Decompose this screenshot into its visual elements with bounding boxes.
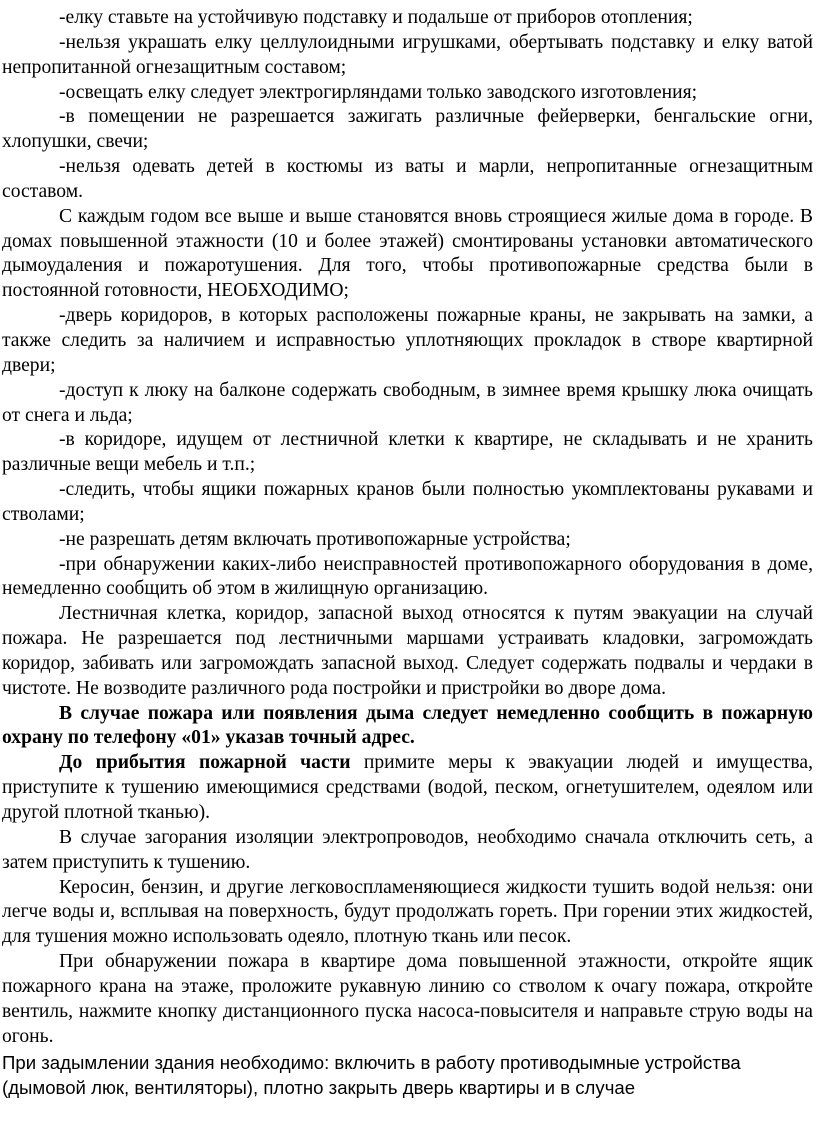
paragraph-wiring-fire: В случае загорания изоляции электропроводов, необходимо сначала отключить сеть, а затем приступить к тушению. [2, 826, 813, 873]
paragraph-apartment-fire: При обнаружении пожара в квартире дома повышенной этажности, откройте ящик пожарного крана на этаже, проложите рукавную линию со стволом к очагу пожара, откройте вентиль, нажмите кнопку дистанционного пуска насоса-повысителя и направьте струю воды на огонь. [2, 951, 813, 1047]
paragraph-corridor-doors: -дверь коридоров, в которых расположены пожарные краны, не закрывать на замки, а также следить за наличием и исправностью уплотняющих прокладок в створе квартирной двери; [2, 305, 813, 376]
paragraph-evacuation-routes: Лестничная клетка, коридор, запасной выход относятся к путям эвакуации на случай пожара. Не разрешается под лестничными маршами устраивать кладовки, загромождать коридор, забивать или загромождать запасной выход. Следует содержать подвалы и чердаки в чистоте. Не возводите различного рода постройки и пристройки во дворе дома. [2, 603, 813, 699]
paragraph-tree-lighting: -освещать елку следует электрогирляндами только заводского изготовления; [59, 81, 698, 103]
paragraph-children-devices: -не разрешать детям включать противопожарные устройства; [59, 528, 571, 550]
paragraph-high-rise: С каждым годом все выше и выше становятся вновь строящиеся жилые дома в городе. В домах повышенной этажности (10 и более этажей) смонтированы установки автоматического дымоудаления и пожаротушения. Для того, чтобы противопожарные средства были в постоянной готовности, НЕОБХОДИМО; [2, 205, 813, 302]
paragraph-fireworks: -в помещении не разрешается зажигать различные фейерверки, бенгальские огни, хлопушки, свечи; [2, 106, 813, 153]
paragraph-before-arrival [2, 751, 813, 826]
paragraph-corridor-storage: -в коридоре, идущем от лестничной клетки к квартире, не складывать и не хранить различные вещи мебель и т.п.; [2, 429, 813, 476]
arrival-rest: примите меры к эвакуации людей и имущества, приступите к тушению имеющимися средствами (водой, песком, огнетушителем, одеялом или другой плотной тканью). [2, 752, 813, 823]
paragraph-tree-decorations: -нельзя украшать елку целлулоидными игрушками, обертывать подставку и елку ватой непропитанной огнезащитным составом; [2, 31, 813, 78]
paragraph-hydrant-boxes: -следить, чтобы ящики пожарных кранов были полностью укомплектованы рукавами и стволами; [2, 479, 813, 525]
paragraph-tree-stand: -елку ставьте на устойчивую подставку и подальше от приборов отопления; [59, 7, 693, 28]
paragraph-balcony-hatch: -доступ к люку на балконе содержать свободным, в зимнее время крышку люка очищать от снега и льда; [2, 379, 813, 426]
arrival-bold-lead: До прибытия пожарной части [59, 752, 351, 774]
paragraph-report-faults: -при обнаружении каких-либо неисправностей противопожарного оборудования в доме, немедленно сообщить об этом в жилищную организацию. [2, 553, 813, 600]
paragraph-call-fire-service: В случае пожара или появления дыма следует немедленно сообщить в пожарную охрану по телефону «01» указав точный адрес. [2, 702, 813, 749]
paragraph-costumes: -нельзя одевать детей в костюмы из ваты и марли, непропитанные огнезащитным составом. [2, 156, 813, 202]
paragraph-smoke: При задымлении здания необходимо: включить в работу противодымные устройства (дымовой люк, вентиляторы), плотно закрыть дверь квартиры и в случае [2, 1052, 741, 1099]
paragraph-flammable-liquids: Керосин, бензин, и другие легковоспламеняющиеся жидкости тушить водой нельзя: они легче воды и, всплывая на поверхность, будут продолжать гореть. При горении этих жидкостей, для тушения можно использовать одеяло, плотную ткань или песок. [2, 876, 813, 948]
